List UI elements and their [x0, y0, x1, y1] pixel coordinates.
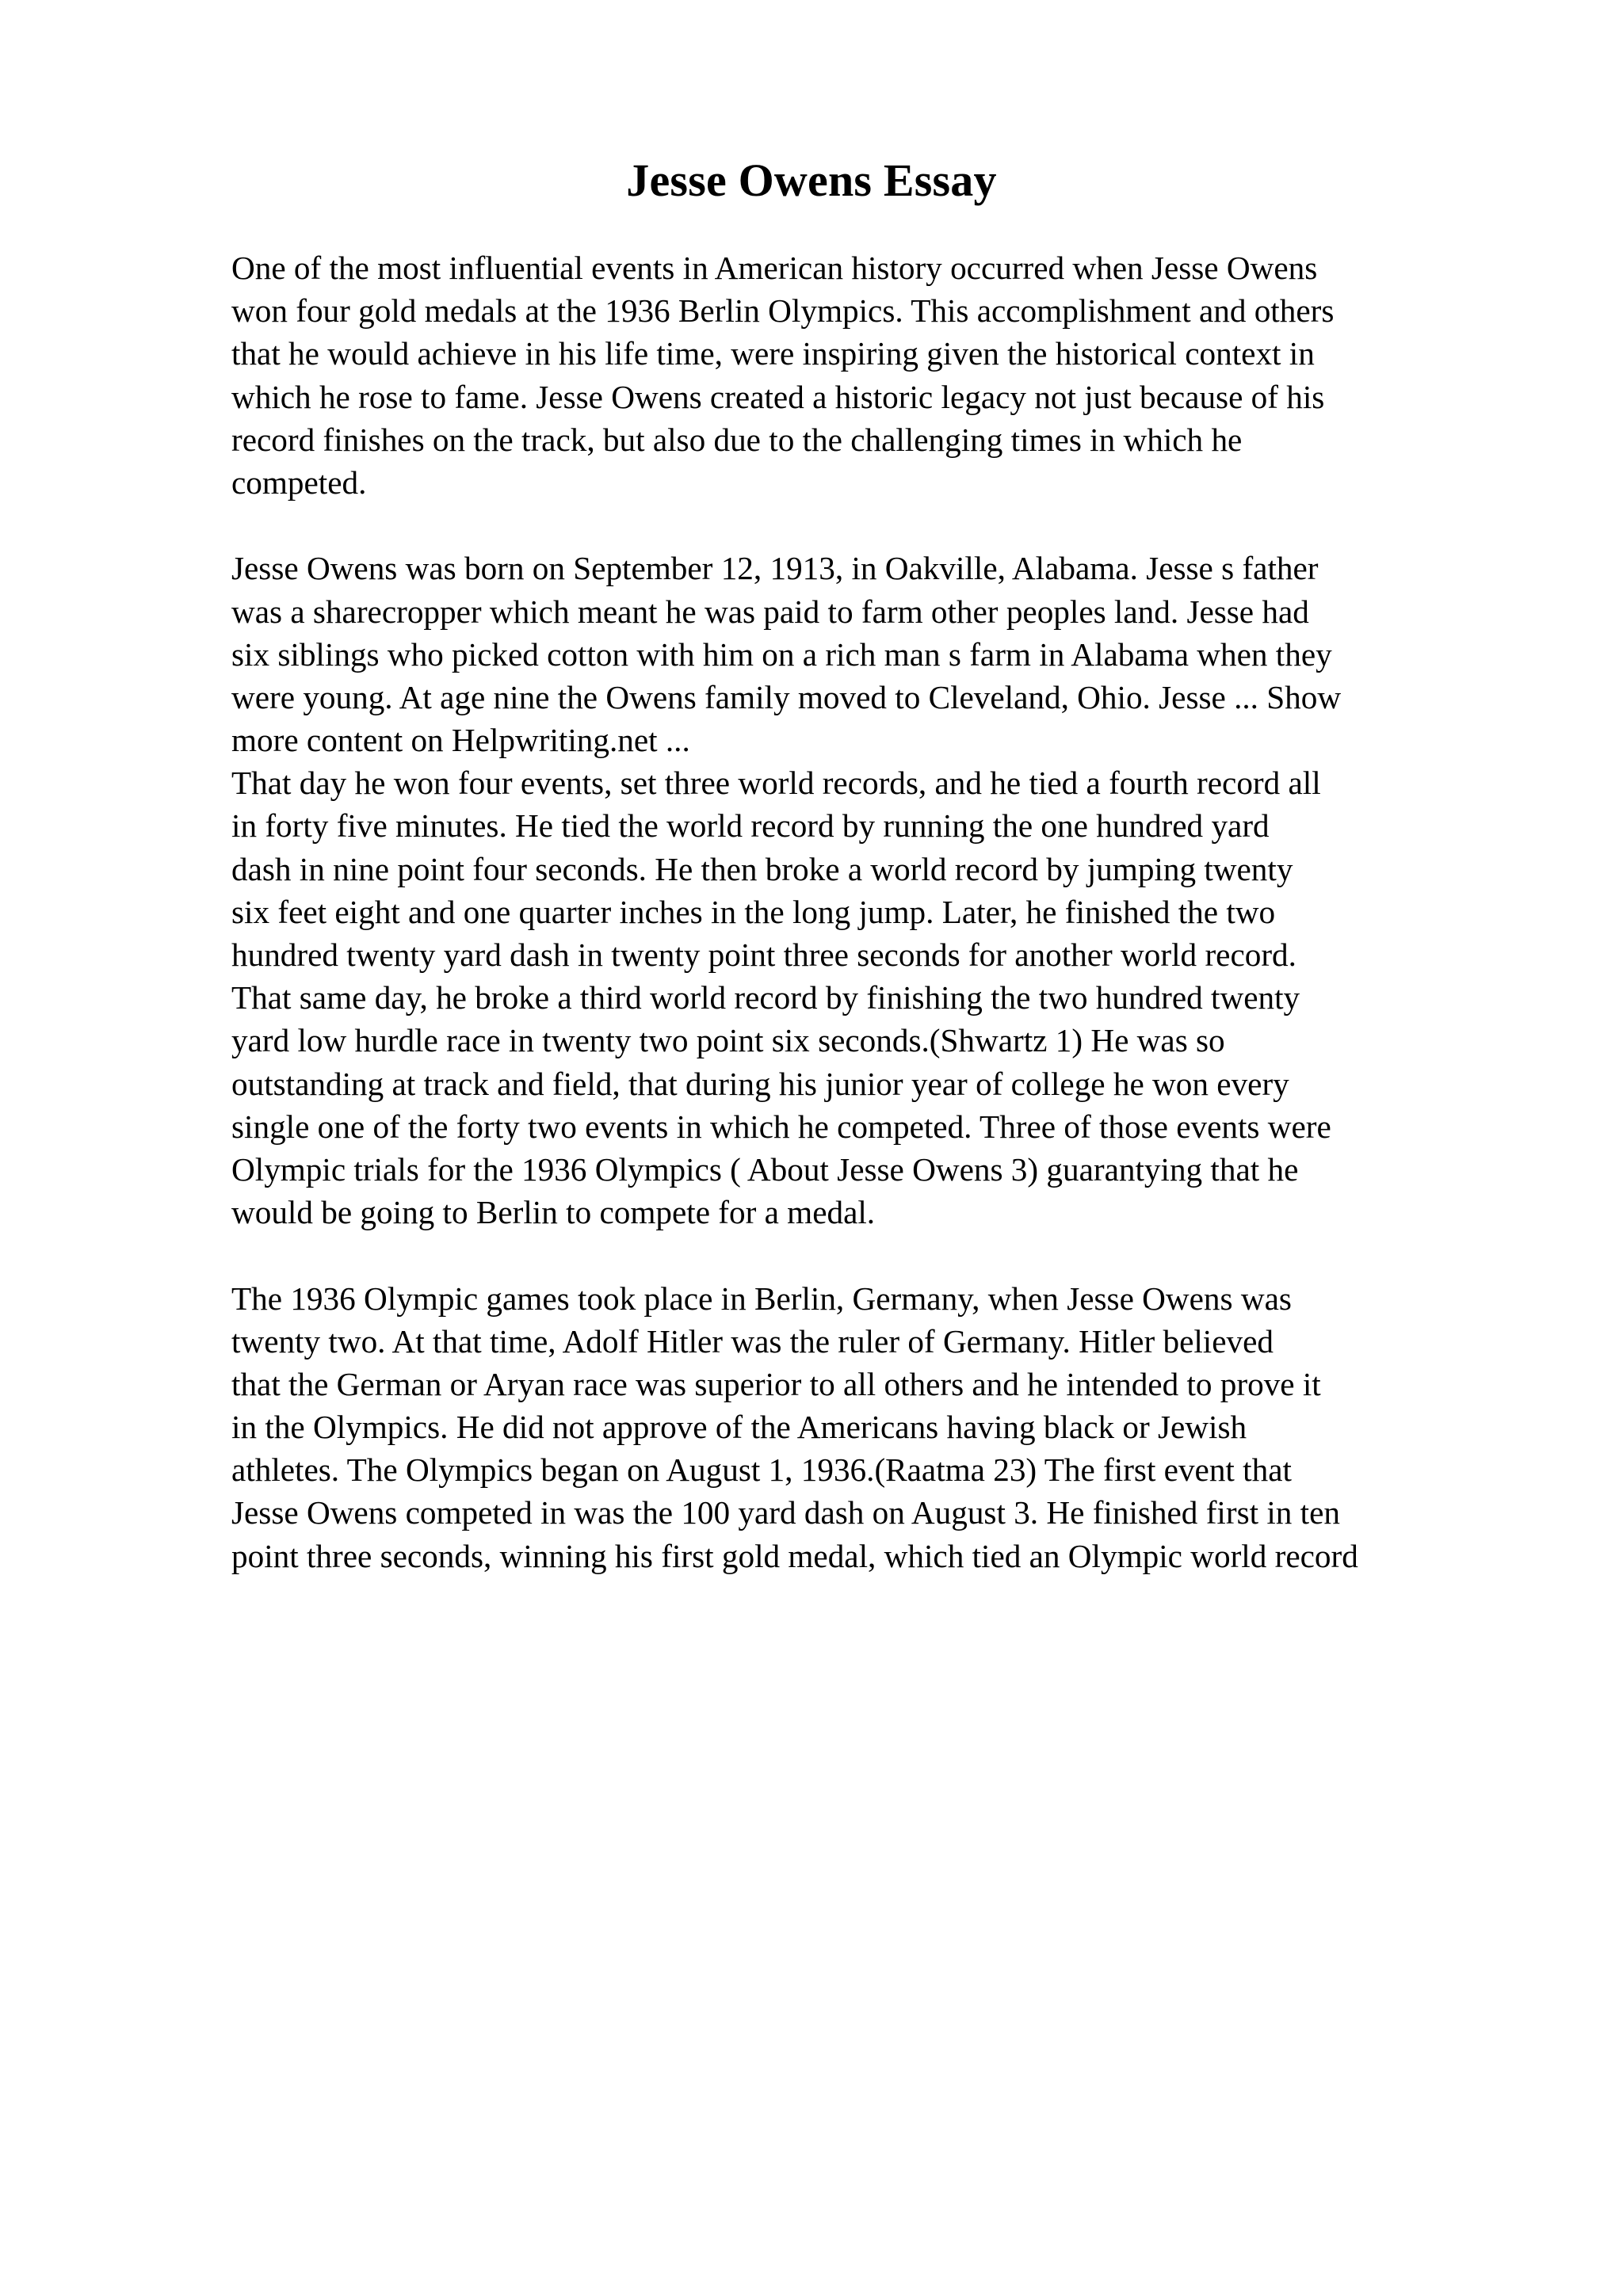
text-line: in the Olympics. He did not approve of the Americans having black or Jewish [231, 1409, 1247, 1446]
text-line: twenty two. At that time, Adolf Hitler was the ruler of Germany. Hitler believed [231, 1322, 1274, 1360]
text-line: One of the most influential events in American history occurred when Jesse Owens [231, 250, 1318, 286]
text-line: dash in nine point four seconds. He then broke a world record by jumping twenty [231, 850, 1293, 887]
text-line: point three seconds, winning his first gold medal, which tied an Olympic world record [231, 1537, 1358, 1574]
paragraph-spacer [231, 504, 1610, 547]
text-line: more content on Helpwriting.net ... [231, 722, 690, 759]
text-line: competed. [231, 463, 367, 501]
text-line: that the German or Aryan race was superior to all others and he intended to prove it [231, 1365, 1321, 1402]
text-line: That same day, he broke a third world record by finishing the two hundred twenty [231, 979, 1300, 1016]
text-line: Jesse Owens competed in was the 100 yard dash on August 3. He finished first in ten [231, 1494, 1340, 1531]
paragraph-berlin-olympics [231, 1277, 1610, 1577]
text-line: in forty five minutes. He tied the world record by running the one hundred yard [231, 807, 1270, 845]
text-line: The 1936 Olympic games took place in Berlin, Germany, when Jesse Owens was [231, 1280, 1292, 1317]
text-line: That day he won four events, set three world records, and he tied a fourth record all [231, 765, 1321, 802]
text-line: which he rose to fame. Jesse Owens created a historic legacy not just because of his [231, 378, 1325, 415]
text-line: six feet eight and one quarter inches in the long jump. Later, he finished the two [231, 893, 1276, 930]
text-line: won four gold medals at the 1936 Berlin Olympics. This accomplishment and others [231, 292, 1335, 330]
text-line: six siblings who picked cotton with him on a rich man s farm in Alabama when they [231, 635, 1332, 673]
document-title: Jesse Owens Essay [626, 154, 997, 206]
text-line: yard low hurdle race in twenty two point six seconds.(Shwartz 1) He was so [231, 1022, 1225, 1059]
text-line: outstanding at track and field, that during his junior year of college he won every [231, 1065, 1289, 1102]
document-body [231, 246, 1610, 1577]
text-line: single one of the forty two events in which he competed. Three of those events were [231, 1108, 1331, 1145]
text-line: were young. At age nine the Owens family moved to Cleveland, Ohio. Jesse ... Show [231, 678, 1342, 715]
text-line: was a sharecropper which meant he was paid to farm other peoples land. Jesse had [231, 593, 1309, 630]
text-line: athletes. The Olympics began on August 1, 1936.(Raatma 23) The first event that [231, 1451, 1292, 1489]
text-line: that he would achieve in his life time, were inspiring given the historical context in [231, 335, 1315, 372]
text-line: Olympic trials for the 1936 Olympics ( About Jesse Owens 3) guarantying that he [231, 1150, 1299, 1188]
paragraph-early-life [231, 547, 1610, 761]
paragraph-spacer [231, 1234, 1610, 1276]
text-line: record finishes on the track, but also due to the challenging times in which he [231, 421, 1243, 458]
paragraph-records [231, 761, 1610, 1234]
text-line: would be going to Berlin to compete for a medal. [231, 1194, 876, 1231]
text-line: hundred twenty yard dash in twenty point three seconds for another world record. [231, 936, 1296, 973]
text-line: Jesse Owens was born on September 12, 1913, in Oakville, Alabama. Jesse s father [231, 550, 1319, 587]
paragraph-intro [231, 246, 1610, 504]
